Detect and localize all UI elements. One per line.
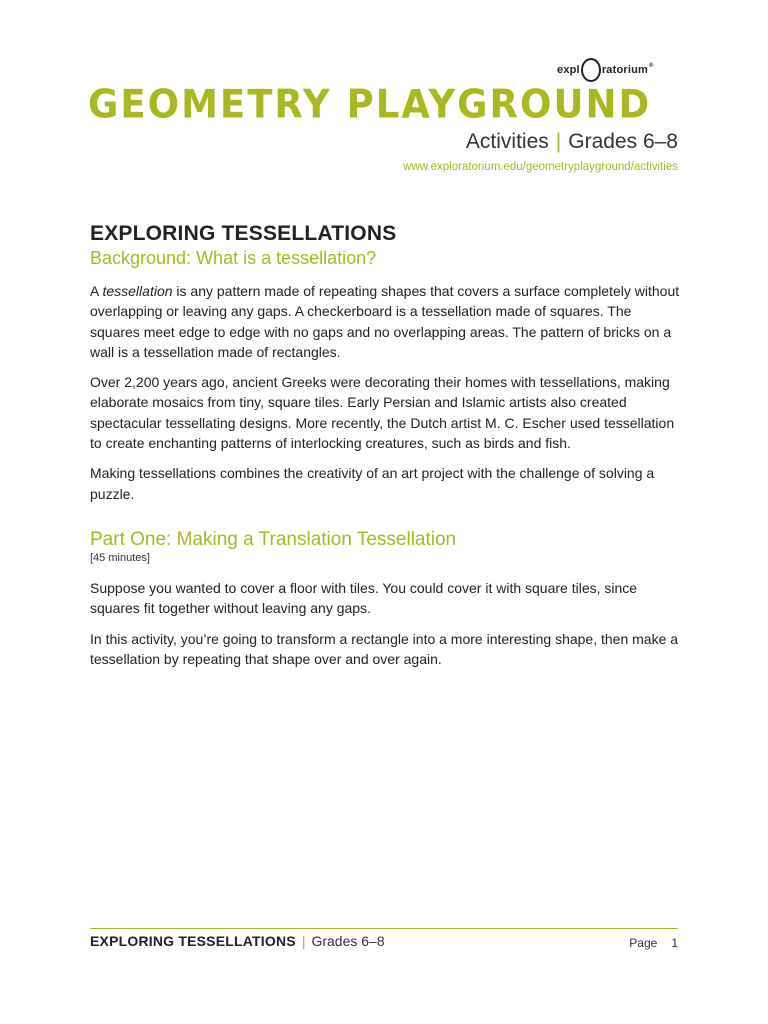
subtitle-section: Activities — [465, 130, 549, 153]
background-paragraph-3: Making tessellations combines the creativity of an art project with the challenge of solving a puzzle. — [90, 465, 655, 502]
page-label: Page — [629, 936, 658, 950]
page-number: 1 — [671, 936, 678, 950]
footer-grades: Grades 6–8 — [311, 933, 385, 949]
p1-lead: A — [90, 283, 103, 299]
activities-url: www.exploratorium.edu/geometryplayground/activities — [403, 161, 678, 173]
logo-trademark: ® — [649, 63, 654, 69]
footer-title: EXPLORING TESSELLATIONS — [90, 933, 296, 949]
logo-text-right: ratorium — [601, 64, 649, 76]
p1-rest: is any pattern made of repeating shapes that covers a surface completely without overlapping or leaving any gaps. A checkerboard is a tessellation made of squares. The squares meet edge to edge with no gaps and no overlapping areas. The pattern of bricks on a wall is a tessellation made of rectangles. — [90, 283, 680, 360]
logo-ring-icon — [581, 58, 601, 82]
masthead-title: GEOMETRY PLAYGROUND — [88, 82, 652, 128]
exploratorium-logo — [557, 56, 687, 84]
part-one-paragraph-1: Suppose you wanted to cover a floor with tiles. You could cover it with square tiles, since squares fit together without leaving any gaps. — [90, 579, 638, 617]
page-indicator — [629, 936, 678, 950]
footer-divider — [90, 928, 678, 929]
tessellation-term: tessellation — [102, 283, 173, 299]
masthead-subtitle — [466, 130, 678, 154]
subtitle-separator: | — [555, 130, 562, 153]
part-one-heading: Part One: Making a Translation Tessellation — [90, 528, 457, 550]
background-paragraph-1 — [90, 281, 680, 362]
part-one-paragraph-2: In this activity, you’re going to transform a rectangle into a more interesting shape, then make a tessellation by repeating that shape over and over again. — [90, 630, 679, 667]
main-content — [90, 222, 680, 679]
background-heading: Background: What is a tessellation? — [90, 248, 377, 268]
logo-text-left: expl — [557, 64, 580, 76]
subtitle-grades: Grades 6–8 — [568, 130, 678, 153]
footer-separator: | — [301, 933, 306, 949]
background-paragraph-2: Over 2,200 years ago, ancient Greeks were decorating their homes with tessellations, making elaborate mosaics from tiny, square tiles. Early Persian and Islamic artists also created spectacular tessellating designs. More recently, the Dutch artist M. C. Escher used tessellation to create enchanting patterns of interlocking creatures, such as birds and fish. — [90, 374, 675, 452]
footer-title-block — [90, 933, 385, 949]
part-one-duration: [45 minutes] — [90, 551, 150, 564]
document-title: EXPLORING TESSELLATIONS — [90, 222, 397, 245]
